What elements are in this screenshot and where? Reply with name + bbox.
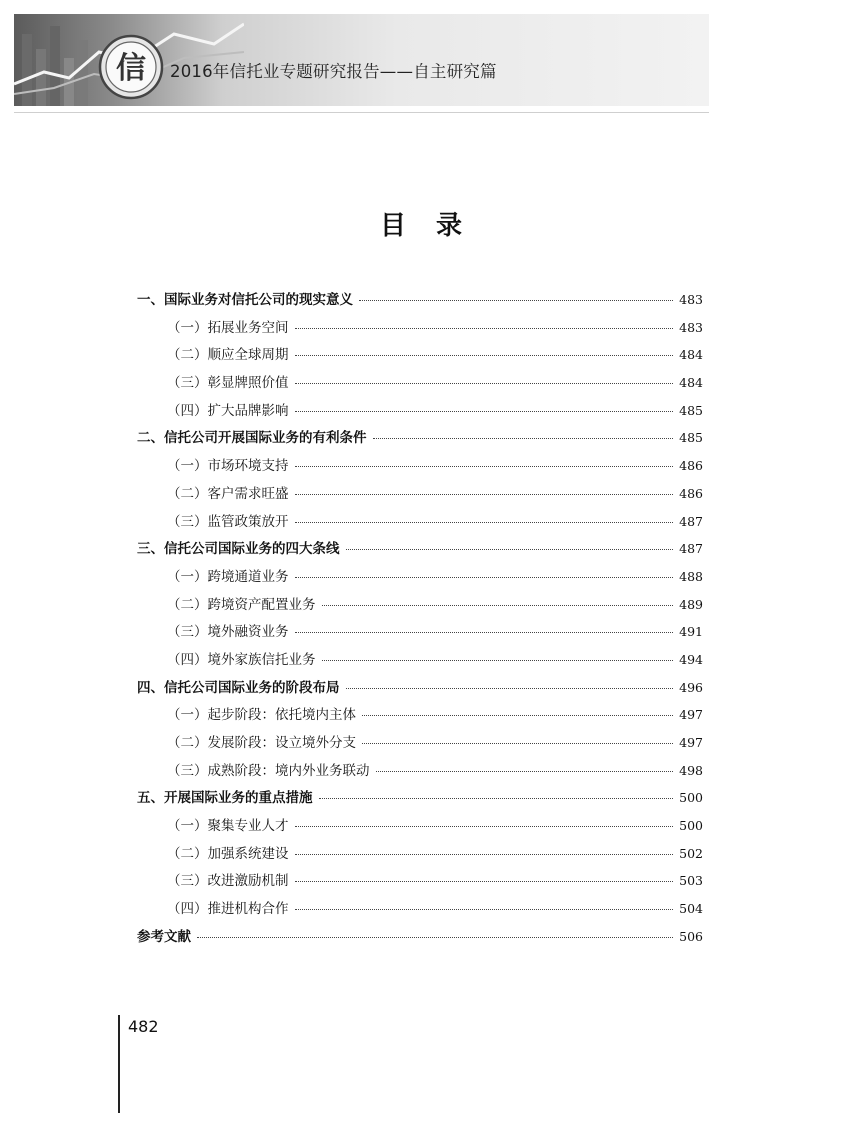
toc-entry-label: 起步阶段：依托境内主体	[207, 707, 356, 724]
toc-dot-leader	[295, 632, 674, 633]
toc-section-entry[interactable]	[137, 648, 703, 676]
toc-entry-page: 483	[679, 319, 703, 335]
toc-dot-leader	[362, 715, 673, 716]
toc-entry-number: （一）	[167, 818, 208, 835]
toc-entry-page: 497	[679, 735, 703, 750]
toc-chapter-entry[interactable]	[137, 288, 703, 316]
toc-section-entry[interactable]	[137, 731, 703, 759]
toc-entry-label: 市场环境支持	[207, 458, 289, 475]
toc-entry-number: （一）	[167, 319, 208, 336]
toc-dot-leader	[295, 577, 674, 578]
toc-entry-page: 500	[679, 818, 703, 834]
toc-entry-page: 484	[679, 347, 703, 363]
toc-section-entry[interactable]	[137, 343, 703, 371]
toc-entry-page: 485	[679, 430, 703, 446]
toc-dot-leader	[295, 355, 674, 356]
toc-entry-number: （三）	[167, 375, 208, 392]
toc-section-entry[interactable]	[137, 842, 703, 870]
toc-entry-page: 506	[679, 928, 703, 944]
toc-entry-label: 信托公司国际业务的阶段布局	[164, 679, 340, 696]
toc-entry-page: 491	[679, 624, 703, 640]
toc-entry-number: （二）	[167, 596, 208, 613]
toc-section-entry[interactable]	[137, 593, 703, 621]
toc-entry-label: 彰显牌照价值	[207, 375, 289, 392]
toc-title-text: 目录	[379, 211, 492, 241]
toc-entry-label: 参考文献	[137, 928, 191, 945]
toc-entry-label: 信托公司国际业务的四大条线	[164, 541, 340, 558]
toc-entry-number: （四）	[167, 651, 208, 668]
toc-entry-label: 境外家族信托业务	[207, 651, 316, 668]
toc-section-entry[interactable]	[137, 510, 703, 538]
toc-entry-page: 497	[679, 707, 703, 723]
toc-dot-leader	[295, 522, 674, 523]
toc-dot-leader	[295, 826, 674, 827]
toc-section-entry[interactable]	[137, 703, 703, 731]
toc-entry-page: 498	[679, 762, 703, 778]
toc-section-entry[interactable]	[137, 814, 703, 842]
header-divider	[14, 112, 709, 113]
toc-entry-label: 监管政策放开	[207, 513, 289, 530]
toc-section-entry[interactable]	[137, 482, 703, 510]
toc-entry-page: 496	[679, 679, 703, 695]
toc-entry-label: 改进激励机制	[207, 873, 289, 890]
toc-entry-number: （二）	[167, 347, 208, 364]
toc-dot-leader	[295, 411, 674, 412]
toc-entry-label: 国际业务对信托公司的现实意义	[164, 292, 353, 308]
toc-entry-number: （一）	[167, 458, 208, 475]
header-title: 2016年信托业专题研究报告——自主研究篇	[170, 62, 497, 81]
toc-chapter-entry[interactable]	[137, 925, 703, 953]
toc-entry-label: 跨境资产配置业务	[207, 596, 316, 613]
toc-entry-page: 494	[679, 651, 703, 667]
toc-entry-page: 502	[679, 845, 703, 861]
toc-dot-leader	[322, 660, 674, 661]
toc-section-entry[interactable]	[137, 759, 703, 787]
page-number: 482	[128, 1017, 159, 1036]
toc-section-entry[interactable]	[137, 565, 703, 593]
toc-dot-leader	[197, 937, 673, 938]
toc-entry-page: 489	[679, 596, 703, 612]
toc-entry-number: （一）	[167, 568, 208, 585]
toc-entry-label: 推进机构合作	[207, 901, 289, 918]
toc-entry-number: 三、	[137, 541, 164, 558]
footer-vertical-rule	[118, 1015, 120, 1113]
toc-entry-number: （三）	[167, 624, 208, 641]
toc-entry-number: （一）	[167, 707, 208, 724]
toc-title	[0, 205, 842, 242]
toc-section-entry[interactable]	[137, 897, 703, 925]
toc-chapter-entry[interactable]	[137, 426, 703, 454]
toc-entry-number: 五、	[137, 790, 164, 807]
trust-seal-logo	[98, 34, 164, 100]
toc-entry-number: （二）	[167, 735, 208, 751]
svg-text:信: 信	[116, 51, 146, 86]
toc-chapter-entry[interactable]	[137, 786, 703, 814]
toc-entry-label: 拓展业务空间	[207, 319, 289, 336]
toc-section-entry[interactable]	[137, 399, 703, 427]
toc-entry-page: 486	[679, 458, 703, 474]
toc-entry-label: 发展阶段：设立境外分支	[207, 735, 356, 751]
toc-chapter-entry[interactable]	[137, 676, 703, 704]
toc-entry-page: 500	[679, 790, 703, 806]
toc-entry-label: 客户需求旺盛	[207, 485, 289, 502]
toc-dot-leader	[319, 798, 674, 799]
toc-entry-page: 484	[679, 375, 703, 391]
toc-section-entry[interactable]	[137, 371, 703, 399]
toc-entry-page: 485	[679, 402, 703, 418]
toc-entry-number: （二）	[167, 485, 208, 502]
toc-entry-number: （三）	[167, 513, 208, 530]
toc-dot-leader	[373, 438, 674, 439]
toc-dot-leader	[295, 383, 674, 384]
toc-entry-number: （四）	[167, 402, 208, 419]
toc-section-entry[interactable]	[137, 454, 703, 482]
toc-entry-number: （三）	[167, 762, 208, 779]
toc-chapter-entry[interactable]	[137, 537, 703, 565]
toc-entry-number: 二、	[137, 430, 164, 447]
toc-entry-number: （二）	[167, 845, 208, 862]
toc-dot-leader	[295, 494, 674, 495]
toc-entry-number: （三）	[167, 873, 208, 890]
toc-entry-label: 境外融资业务	[207, 624, 289, 641]
table-of-contents	[137, 288, 703, 953]
toc-entry-label: 顺应全球周期	[207, 347, 289, 364]
toc-dot-leader	[346, 688, 674, 689]
toc-entry-label: 聚集专业人才	[207, 818, 289, 835]
toc-entry-label: 成熟阶段：境内外业务联动	[207, 762, 370, 779]
toc-entry-page: 483	[679, 292, 703, 307]
toc-dot-leader	[346, 549, 674, 550]
toc-entry-page: 486	[679, 485, 703, 501]
toc-entry-page: 487	[679, 513, 703, 529]
toc-entry-page: 504	[679, 901, 703, 917]
toc-entry-label: 信托公司开展国际业务的有利条件	[164, 430, 367, 447]
toc-entry-label: 跨境通道业务	[207, 568, 289, 585]
toc-dot-leader	[322, 605, 674, 606]
toc-section-entry[interactable]	[137, 316, 703, 344]
toc-dot-leader	[295, 881, 674, 882]
toc-dot-leader	[362, 743, 673, 744]
toc-entry-page: 488	[679, 568, 703, 584]
toc-dot-leader	[295, 909, 674, 910]
toc-entry-label: 开展国际业务的重点措施	[164, 790, 313, 807]
toc-entry-number: 四、	[137, 679, 164, 696]
toc-entry-page: 487	[679, 541, 703, 557]
toc-entry-label: 加强系统建设	[207, 845, 289, 862]
toc-dot-leader	[359, 300, 673, 301]
toc-entry-page: 503	[679, 873, 703, 889]
toc-section-entry[interactable]	[137, 869, 703, 897]
toc-section-entry[interactable]	[137, 620, 703, 648]
toc-entry-label: 扩大品牌影响	[207, 402, 289, 419]
toc-dot-leader	[376, 771, 674, 772]
toc-dot-leader	[295, 466, 674, 467]
toc-dot-leader	[295, 328, 674, 329]
toc-entry-number: 一、	[137, 292, 164, 308]
toc-dot-leader	[295, 854, 674, 855]
toc-entry-number: （四）	[167, 901, 208, 918]
